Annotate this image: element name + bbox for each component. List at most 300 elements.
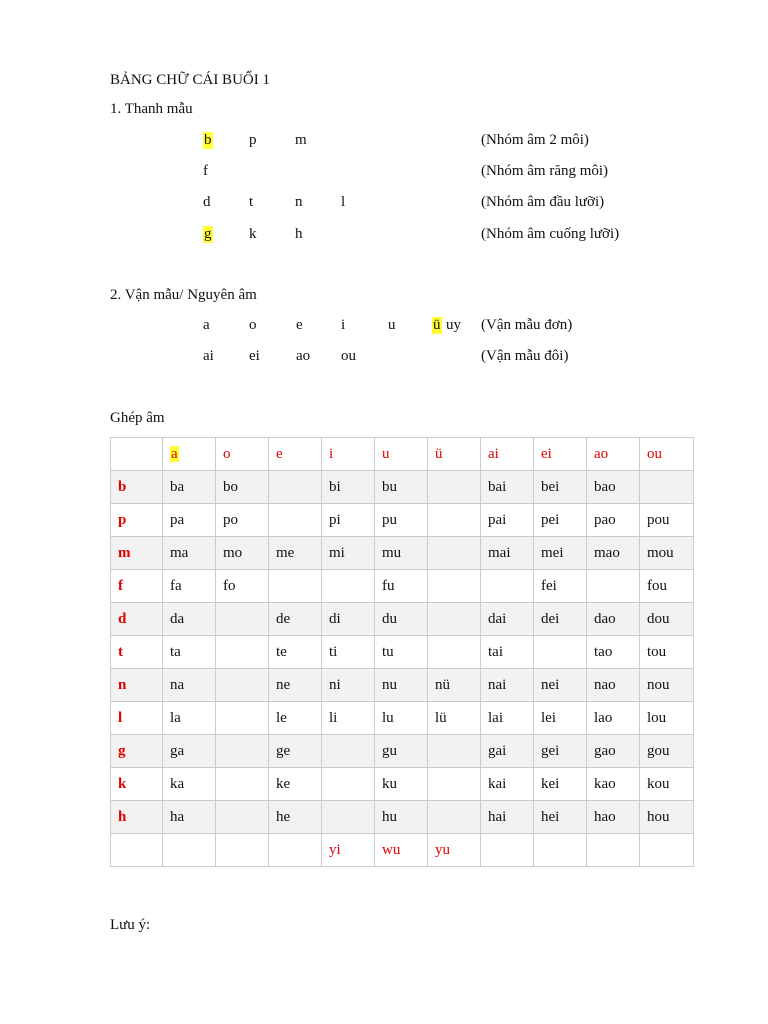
grid-syllable-cell-text: kao: [594, 776, 616, 792]
grid-syllable-cell-text: mu: [382, 545, 402, 561]
grid-syllable-cell: [587, 834, 640, 867]
grid-syllable-cell-text: ga: [170, 743, 185, 759]
grid-header-cell: [163, 438, 216, 471]
initial-item: f: [203, 163, 208, 179]
grid-syllable-cell: [269, 735, 322, 768]
grid-header-cell: [481, 438, 534, 471]
grid-initial-cell: [111, 801, 163, 834]
table-row: [111, 702, 694, 735]
grid-header-cell-text: ao: [594, 446, 609, 462]
grid-syllable-cell: [640, 735, 694, 768]
grid-initial-cell: [111, 735, 163, 768]
grid-header-cell-text: a: [171, 446, 178, 462]
final-e: e: [296, 317, 303, 333]
grid-initial-cell: [111, 537, 163, 570]
grid-syllable-cell-text: nao: [594, 677, 616, 693]
grid-syllable-cell: [163, 702, 216, 735]
grid-initial-cell-text: m: [118, 545, 131, 561]
grid-syllable-cell-text: pei: [541, 512, 560, 528]
table-row: [111, 537, 694, 570]
grid-syllable-cell: [375, 834, 428, 867]
grid-syllable-cell-text: nou: [647, 677, 670, 693]
grid-syllable-cell: [481, 834, 534, 867]
initials-row: [0, 163, 768, 183]
grid-syllable-cell: [428, 834, 481, 867]
grid-header-cell: [534, 438, 587, 471]
grid-syllable-cell: [322, 537, 375, 570]
grid-header-cell-text: ou: [647, 446, 662, 462]
grid-header-cell: [640, 438, 694, 471]
grid-syllable-cell-text: mai: [488, 545, 511, 561]
grid-syllable-cell-text: du: [382, 611, 397, 627]
grid-syllable-cell-text: pao: [594, 512, 616, 528]
grid-syllable-cell-text: yu: [435, 842, 450, 858]
grid-syllable-cell: [216, 471, 269, 504]
grid-syllable-cell-text: ni: [329, 677, 341, 693]
initials-group-note: (Nhóm âm đầu lưỡi): [481, 194, 605, 210]
grid-syllable-cell-text: fa: [170, 578, 182, 594]
grid-header-cell-text: u: [382, 446, 390, 462]
grid-syllable-cell: [163, 504, 216, 537]
grid-syllable-cell: [375, 768, 428, 801]
grid-syllable-cell-text: pi: [329, 512, 341, 528]
grid-syllable-cell: [216, 504, 269, 537]
grid-syllable-cell: [269, 834, 322, 867]
grid-syllable-cell: [322, 702, 375, 735]
grid-initial-cell: [111, 504, 163, 537]
grid-syllable-cell-text: lai: [488, 710, 503, 726]
grid-header-row: [111, 438, 694, 471]
final-ao: ao: [296, 348, 311, 364]
grid-syllable-cell-text: lei: [541, 710, 556, 726]
grid-syllable-cell: [375, 636, 428, 669]
grid-header-cell-text: o: [223, 446, 231, 462]
initials-group-note: (Nhóm âm răng môi): [481, 163, 609, 179]
initials-row: [0, 132, 768, 152]
grid-initial-cell-text: g: [118, 743, 126, 759]
document-title: BẢNG CHỮ CÁI BUỔI 1: [110, 72, 270, 88]
grid-initial-cell: [111, 669, 163, 702]
grid-syllable-cell-text: de: [276, 611, 291, 627]
grid-syllable-cell: [428, 471, 481, 504]
grid-syllable-cell: [640, 570, 694, 603]
grid-syllable-cell: [216, 603, 269, 636]
grid-syllable-cell: [216, 636, 269, 669]
grid-syllable-cell: [640, 636, 694, 669]
grid-syllable-cell: [481, 603, 534, 636]
final-umlaut: ü: [433, 317, 441, 333]
table-row: [111, 504, 694, 537]
grid-syllable-cell: [481, 471, 534, 504]
grid-syllable-cell-text: mo: [223, 545, 243, 561]
grid-syllable-cell: [269, 504, 322, 537]
grid-syllable-cell: [163, 471, 216, 504]
grid-syllable-cell-text: kei: [541, 776, 560, 792]
grid-syllable-cell-text: me: [276, 545, 295, 561]
grid-syllable-cell: [428, 768, 481, 801]
grid-initial-cell-text: p: [118, 512, 127, 528]
grid-syllable-cell-text: la: [170, 710, 181, 726]
table-row: [111, 834, 694, 867]
grid-syllable-cell: [481, 702, 534, 735]
grid-syllable-cell: [375, 504, 428, 537]
initial-item: t: [249, 194, 254, 210]
grid-syllable-cell-text: he: [276, 809, 291, 825]
grid-syllable-cell-text: fu: [382, 578, 395, 594]
grid-syllable-cell: [269, 471, 322, 504]
grid-initial-cell: [111, 570, 163, 603]
grid-syllable-cell: [640, 834, 694, 867]
grid-syllable-cell-text: ne: [276, 677, 291, 693]
grid-syllable-cell: [428, 504, 481, 537]
grid-syllable-cell: [216, 801, 269, 834]
grid-syllable-cell: [534, 702, 587, 735]
initials-group-note: (Nhóm âm cuống lưỡi): [481, 226, 620, 242]
grid-syllable-cell-text: mei: [541, 545, 564, 561]
grid-syllable-cell: [375, 537, 428, 570]
table-row: [111, 768, 694, 801]
grid-header-cell-text: ei: [541, 446, 552, 462]
grid-syllable-cell-text: ge: [276, 743, 291, 759]
grid-syllable-cell-text: gai: [488, 743, 507, 759]
grid-syllable-cell: [428, 603, 481, 636]
grid-syllable-cell: [481, 570, 534, 603]
grid-header-cell: [322, 438, 375, 471]
grid-syllable-cell: [428, 537, 481, 570]
grid-initial-cell: [111, 636, 163, 669]
initial-item: n: [295, 194, 303, 210]
grid-initial-cell: [111, 768, 163, 801]
grid-syllable-cell-text: hou: [647, 809, 670, 825]
grid-syllable-cell: [269, 636, 322, 669]
grid-syllable-cell-text: bi: [329, 479, 341, 495]
grid-syllable-cell: [322, 603, 375, 636]
grid-header-cell-text: ü: [435, 446, 443, 462]
grid-syllable-cell: [269, 537, 322, 570]
initial-item: d: [203, 194, 211, 210]
grid-syllable-cell-text: pu: [382, 512, 397, 528]
grid-syllable-cell: [163, 636, 216, 669]
grid-syllable-cell: [269, 570, 322, 603]
simple-finals-note: (Vận mẫu đơn): [481, 317, 573, 333]
grid-syllable-cell: [428, 735, 481, 768]
grid-syllable-cell-text: kai: [488, 776, 507, 792]
ghep-am-heading: Ghép âm: [110, 410, 165, 426]
section-heading-initials: 1. Thanh mẫu: [110, 101, 193, 117]
grid-syllable-cell: [163, 537, 216, 570]
grid-syllable-cell: [375, 801, 428, 834]
compound-finals-row: [0, 348, 768, 368]
grid-syllable-cell-text: dou: [647, 611, 670, 627]
grid-syllable-cell-text: te: [276, 644, 287, 660]
initial-item: k: [249, 226, 257, 242]
grid-syllable-cell-text: fo: [223, 578, 236, 594]
final-ou: ou: [341, 348, 356, 364]
grid-syllable-cell-text: hei: [541, 809, 560, 825]
table-row: [111, 603, 694, 636]
grid-syllable-cell: [322, 735, 375, 768]
grid-syllable-cell-text: bei: [541, 479, 560, 495]
grid-syllable-cell: [269, 603, 322, 636]
grid-syllable-cell-text: po: [223, 512, 238, 528]
initial-item: m: [295, 132, 307, 148]
grid-header-cell: [111, 438, 163, 471]
grid-syllable-cell-text: da: [170, 611, 185, 627]
grid-syllable-cell-text: tai: [488, 644, 503, 660]
grid-syllable-cell: [428, 570, 481, 603]
grid-syllable-cell-text: tao: [594, 644, 613, 660]
grid-syllable-cell-text: tou: [647, 644, 667, 660]
grid-syllable-cell: [640, 603, 694, 636]
grid-syllable-cell-text: ti: [329, 644, 338, 660]
grid-header-cell-text: ai: [488, 446, 499, 462]
grid-syllable-cell: [587, 801, 640, 834]
grid-syllable-cell: [216, 537, 269, 570]
grid-syllable-cell: [163, 834, 216, 867]
grid-syllable-cell-text: bo: [223, 479, 238, 495]
grid-syllable-cell: [428, 669, 481, 702]
table-row: [111, 735, 694, 768]
grid-syllable-cell: [587, 669, 640, 702]
grid-syllable-cell: [428, 702, 481, 735]
grid-header-cell: [269, 438, 322, 471]
initial-item: g: [204, 226, 212, 242]
grid-syllable-cell-text: le: [276, 710, 287, 726]
grid-initial-cell: [111, 702, 163, 735]
grid-initial-cell-text: d: [118, 611, 127, 627]
grid-syllable-cell: [587, 735, 640, 768]
grid-syllable-cell: [534, 768, 587, 801]
grid-syllable-cell: [375, 471, 428, 504]
grid-initial-cell: [111, 471, 163, 504]
grid-initial-cell: [111, 834, 163, 867]
grid-syllable-cell: [375, 702, 428, 735]
grid-initial-cell-text: n: [118, 677, 127, 693]
grid-syllable-cell: [534, 669, 587, 702]
grid-syllable-cell: [163, 669, 216, 702]
grid-syllable-cell: [216, 834, 269, 867]
grid-syllable-cell-text: ku: [382, 776, 397, 792]
grid-syllable-cell: [534, 735, 587, 768]
initials-group-note: (Nhóm âm 2 môi): [481, 132, 589, 148]
initial-item: p: [249, 132, 257, 148]
grid-syllable-cell: [640, 801, 694, 834]
grid-syllable-cell-text: lao: [594, 710, 613, 726]
grid-syllable-cell-text: dao: [594, 611, 616, 627]
final-ei: ei: [249, 348, 260, 364]
grid-syllable-cell-text: fou: [647, 578, 667, 594]
grid-syllable-cell-text: pai: [488, 512, 507, 528]
grid-syllable-cell: [534, 834, 587, 867]
grid-initial-cell-text: h: [118, 809, 127, 825]
grid-initial-cell-text: l: [118, 710, 123, 726]
grid-syllable-cell: [587, 537, 640, 570]
grid-syllable-cell: [481, 669, 534, 702]
final-i: i: [341, 317, 346, 333]
grid-syllable-cell-text: yi: [329, 842, 341, 858]
simple-finals-row: [0, 317, 768, 337]
grid-syllable-cell-text: lu: [382, 710, 394, 726]
grid-syllable-cell-text: ha: [170, 809, 185, 825]
grid-syllable-cell-text: nei: [541, 677, 560, 693]
final-o: o: [249, 317, 257, 333]
grid-syllable-cell: [534, 801, 587, 834]
grid-syllable-cell: [534, 603, 587, 636]
grid-syllable-cell: [163, 735, 216, 768]
grid-syllable-cell: [322, 768, 375, 801]
grid-syllable-cell: [534, 537, 587, 570]
grid-header-cell: [587, 438, 640, 471]
grid-syllable-cell: [534, 504, 587, 537]
grid-syllable-cell: [428, 801, 481, 834]
grid-syllable-cell-text: ta: [170, 644, 181, 660]
final-u: u: [388, 317, 396, 333]
grid-syllable-cell: [534, 636, 587, 669]
grid-syllable-cell: [375, 669, 428, 702]
initial-item: l: [341, 194, 346, 210]
grid-syllable-cell: [322, 636, 375, 669]
grid-syllable-cell: [534, 471, 587, 504]
grid-initial-cell-text: k: [118, 776, 127, 792]
grid-syllable-cell-text: ka: [170, 776, 185, 792]
grid-syllable-cell: [322, 471, 375, 504]
grid-syllable-cell: [534, 570, 587, 603]
compound-finals-note: (Vận mẫu đôi): [481, 348, 569, 364]
grid-syllable-cell: [481, 504, 534, 537]
grid-syllable-cell: [375, 570, 428, 603]
grid-syllable-cell-text: fei: [541, 578, 557, 594]
grid-initial-cell-text: t: [118, 644, 123, 660]
final-ai: ai: [203, 348, 214, 364]
grid-syllable-cell: [216, 735, 269, 768]
grid-syllable-cell-text: di: [329, 611, 341, 627]
grid-syllable-cell: [375, 735, 428, 768]
grid-syllable-cell-text: wu: [382, 842, 401, 858]
grid-syllable-cell: [163, 801, 216, 834]
grid-syllable-cell-text: dai: [488, 611, 507, 627]
grid-syllable-cell: [216, 768, 269, 801]
grid-syllable-cell: [163, 768, 216, 801]
grid-syllable-cell-text: nai: [488, 677, 507, 693]
grid-syllable-cell: [216, 702, 269, 735]
grid-syllable-cell: [481, 801, 534, 834]
grid-syllable-cell-text: kou: [647, 776, 670, 792]
final-umlaut-alt: uy: [446, 317, 461, 333]
section-heading-finals: 2. Vận mẫu/ Nguyên âm: [110, 287, 257, 303]
grid-syllable-cell: [322, 570, 375, 603]
grid-syllable-cell-text: li: [329, 710, 338, 726]
grid-syllable-cell: [640, 471, 694, 504]
grid-syllable-cell-text: gou: [647, 743, 670, 759]
grid-syllable-cell: [322, 504, 375, 537]
grid-syllable-cell-text: gei: [541, 743, 560, 759]
grid-syllable-cell: [269, 768, 322, 801]
grid-syllable-cell-text: hu: [382, 809, 397, 825]
table-row: [111, 801, 694, 834]
grid-syllable-cell-text: bu: [382, 479, 397, 495]
grid-syllable-cell: [640, 669, 694, 702]
grid-syllable-cell: [587, 768, 640, 801]
grid-syllable-cell: [640, 537, 694, 570]
grid-syllable-cell: [322, 801, 375, 834]
grid-syllable-cell: [481, 768, 534, 801]
grid-initial-cell-text: f: [118, 578, 123, 594]
grid-syllable-cell: [640, 504, 694, 537]
grid-syllable-cell: [481, 537, 534, 570]
grid-syllable-cell-text: gu: [382, 743, 397, 759]
initial-item: b: [204, 132, 212, 148]
grid-syllable-cell: [481, 735, 534, 768]
grid-syllable-cell: [587, 471, 640, 504]
grid-syllable-cell: [587, 603, 640, 636]
grid-syllable-cell-text: hai: [488, 809, 507, 825]
grid-syllable-cell-text: dei: [541, 611, 560, 627]
grid-syllable-cell-text: bai: [488, 479, 507, 495]
grid-syllable-cell: [375, 603, 428, 636]
grid-header-cell-text: i: [329, 446, 334, 462]
grid-syllable-cell: [481, 636, 534, 669]
initial-item: h: [295, 226, 303, 242]
grid-syllable-cell: [269, 669, 322, 702]
grid-syllable-cell-text: mou: [647, 545, 674, 561]
grid-header-cell: [216, 438, 269, 471]
grid-syllable-cell: [269, 801, 322, 834]
grid-syllable-cell: [640, 702, 694, 735]
grid-syllable-cell-text: na: [170, 677, 185, 693]
grid-syllable-cell: [269, 702, 322, 735]
grid-syllable-cell-text: ba: [170, 479, 185, 495]
grid-syllable-cell-text: pou: [647, 512, 670, 528]
initials-row: [0, 194, 768, 214]
grid-syllable-cell-text: pa: [170, 512, 185, 528]
grid-syllable-cell: [322, 669, 375, 702]
table-row: [111, 570, 694, 603]
grid-syllable-cell-text: nü: [435, 677, 450, 693]
grid-syllable-cell-text: tu: [382, 644, 394, 660]
grid-syllable-cell: [587, 636, 640, 669]
grid-syllable-cell-text: gao: [594, 743, 616, 759]
grid-syllable-cell-text: bao: [594, 479, 616, 495]
table-row: [111, 471, 694, 504]
grid-syllable-cell: [163, 603, 216, 636]
grid-syllable-cell-text: mi: [329, 545, 345, 561]
grid-syllable-cell: [216, 669, 269, 702]
grid-header-cell-text: e: [276, 446, 283, 462]
grid-syllable-cell-text: lü: [435, 710, 447, 726]
grid-syllable-cell: [587, 702, 640, 735]
note-heading: Lưu ý:: [110, 917, 151, 933]
grid-initial-cell-text: b: [118, 479, 127, 495]
grid-syllable-cell-text: nu: [382, 677, 397, 693]
initials-row: [0, 226, 768, 246]
table-row: [111, 636, 694, 669]
table-row: [111, 669, 694, 702]
grid-syllable-cell-text: mao: [594, 545, 620, 561]
grid-syllable-cell: [163, 570, 216, 603]
grid-header-cell: [375, 438, 428, 471]
grid-syllable-cell: [322, 834, 375, 867]
grid-initial-cell: [111, 603, 163, 636]
grid-syllable-cell-text: ke: [276, 776, 291, 792]
grid-syllable-cell: [587, 570, 640, 603]
grid-syllable-cell: [428, 636, 481, 669]
syllable-grid: [110, 437, 694, 867]
final-a: a: [203, 317, 210, 333]
grid-syllable-cell: [587, 504, 640, 537]
grid-syllable-cell-text: lou: [647, 710, 667, 726]
grid-syllable-cell-text: hao: [594, 809, 616, 825]
grid-syllable-cell: [216, 570, 269, 603]
